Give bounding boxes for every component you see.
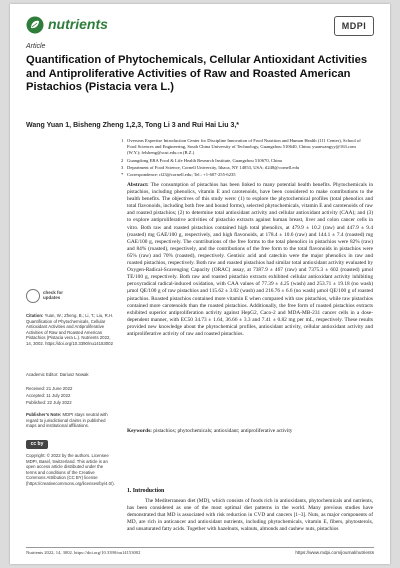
keywords xyxy=(127,428,373,435)
article-page xyxy=(10,4,390,564)
accepted-date: Accepted: 11 July 2022 xyxy=(26,393,71,398)
received-date: Received: 21 June 2022 xyxy=(26,386,73,391)
academic-editor: Academic Editor: Dariusz Nowak xyxy=(26,372,89,377)
check-updates-label: check for updates xyxy=(43,290,64,301)
introduction-text: The Mediterranean diet (MD), which consists of foods rich in antioxidants, phytochemicals and nutrients, has been considered as one of the most optimal diet patterns in the world. Many previous studies have demonstrated that MD is associated with risk reduction in CVD and cancers [1–3]. Nuts, as major components of MD, are rich in anticancer and antioxidant nutrients, including phytochemicals, vitamin E, fibers, phytosterols, and unsaturated fatty acids. Together with hazelnuts, walnuts, almonds and cashew nuts, pistachios xyxy=(127,498,373,533)
nutrients-leaf-icon xyxy=(26,16,44,34)
affiliation-3: 3 Department of Food Science, Cornell University, Ithaca, NY 14853, USA; tl248@cornell.edu xyxy=(121,165,300,170)
check-updates-icon xyxy=(26,289,40,303)
journal-header xyxy=(26,14,374,36)
footer-divider xyxy=(26,547,374,548)
article-type: Article xyxy=(26,43,46,50)
cc-by-license-icon[interactable]: cc by xyxy=(26,440,48,449)
abstract-text: The consumption of pistachios has been linked to many potential health benefits. Phytochemicals in pistachios, including phenolics, vitamin E and carotenoids, have been considered to make contributions to the health benefits. The objectives of this study were: (1) to explore the phytochemical profiles (total phenolics and total flavonoids, including both free and bound forms), selected phytochemicals, vitamin E and carotenoids of raw and roasted pistachios; (2) to determine total antioxidant activity and cellular antioxidant activity (CAA); and (3) to explore antiproliferative activities of pistachio extracts against human breast, liver and colon cancer cells in vitro. Both raw and roasted pistachios contained high total phenolics, at 479.9 ± 10.2 (raw) and 447.9 ± 9.4 (roasted) mg GAE/100 g, respectively, and high flavonoids, at 178.4 ± 10.6 (raw) and 144.1 ± 7.4 (roasted) mg GAE/100 g, respectively. The contributions of the free forms to the total phenolics in pistachios were 82% (raw) and 84% (roasted), respectively, and the contributions of the free form to the total flavonoids in pistachios were 65% (raw) and 70% (roasted), respectively. Gentisic acid and catechin were the major phenolics in raw and roasted pistachios, respectively. Both raw and roasted pistachios had similar total antioxidant activity evaluated by Oxygen-Radical-Scavenging Capacity (ORAC) assay, at 7387.9 ± 467 (raw) and 7375.3 ± 602 (roasted) µmol TE/100 g, respectively. Both raw and roasted pistachio extracts exhibited cellular antioxidant activity inhibiting peroxyradical radical-induced oxidation, with CAA values of 77.39 ± 4.25 (wash) and 253.71 ± 19.18 (no wash) µmol QE/100 g of raw pistachios and 115.62 ± 3.02 (wash) and 216.76 ± 6.6 (no wash) µmol QE/100 g of roasted pistachios. Roasted pistachios contained more vitamin E when compared with raw pistachios, while raw pistachios contained more carotenoids than the roasted pistachios. Additionally, the free form of roasted pistachios extracts exhibited superior antiproliferation activity against HepG2, Caco-2 and MDA-MB-231 cancer cells in a dose-dependent manner, with EC50 34.73 ± 1.64, 36.66 ± 3.3 and 7.41 ± 0.82 mg per mL, respectively. These results provided new knowledge about the phytochemical profiles, antioxidant activity, cellular antioxidant activity and antiproliferative activity of raw and roasted pistachios. xyxy=(127,182,374,337)
published-date: Published: 22 July 2022 xyxy=(26,400,72,405)
keywords-label: Keywords: xyxy=(127,428,152,434)
author-list: Wang Yuan 1, Bisheng Zheng 1,2,3, Tong Li 3 and Rui Hai Liu 3,* xyxy=(26,122,240,129)
citation-block: Citation: Yuan, W.; Zheng, B.; Li, T.; Liu, R.H. Quantification of Phytochemicals, Cellular Antioxidant Activities and Antiproliferative Activities of Raw and Roasted American Pistachios (Pistacia vera L.). Nutrients 2022, 14, 3002. https://doi.org/10.3390/nu14153002 xyxy=(26,313,114,346)
affiliation-2: 2 Guangdong ERA Food & Life Health Research Institute, Guangzhou 510670, China xyxy=(121,158,282,163)
footer-citation[interactable]: Nutrients 2022, 14, 3002. https://doi.org/10.3390/nu14153002 xyxy=(26,550,141,555)
journal-name: nutrients xyxy=(48,16,108,32)
copyright-notice: Copyright: © 2022 by the authors. Licensee MDPI, Basel, Switzerland. This article is an open access article distributed under the terms and conditions of the Creative Commons Attribution (CC BY) license (https://creativecommons.org/licenses/by/4.0/). xyxy=(26,453,115,486)
journal-url[interactable]: https://www.mdpi.com/journal/nutrients xyxy=(295,550,374,555)
paper-title: Quantification of Phytochemicals, Cellular Antioxidant Activities and Antiproliferative Activities of Raw and Roasted American Pistachios (Pistacia vera L.) xyxy=(26,54,368,93)
check-for-updates-badge[interactable] xyxy=(26,287,74,307)
mdpi-logo: MDPI xyxy=(334,16,374,36)
correspondence: * Correspondence: rl23@cornell.edu; Tel.: +1-607-255-6235 xyxy=(121,172,236,177)
abstract-label: Abstract: xyxy=(127,182,149,188)
affiliation-1: 1 Overseas Expertise Introduction Center for Discipline Innovation of Food Nutrition and Human Health (111 Center), School of Food Sciences and Engineering, South China University of Technology, Guangzhou 510640, China; yuanwangyy@163.com (W.Y.); felsheng@scut.edu.cn (B.Z.) xyxy=(121,138,361,155)
section-heading: 1. Introduction xyxy=(127,488,165,494)
publisher-note: Publisher’s Note: MDPI stays neutral with regard to jurisdictional claims in published maps and institutional affiliations. xyxy=(26,412,108,429)
abstract xyxy=(127,182,373,338)
keywords-text: pistachios; phytochemicals; antioxidant; antiproliferative activity xyxy=(153,428,293,434)
